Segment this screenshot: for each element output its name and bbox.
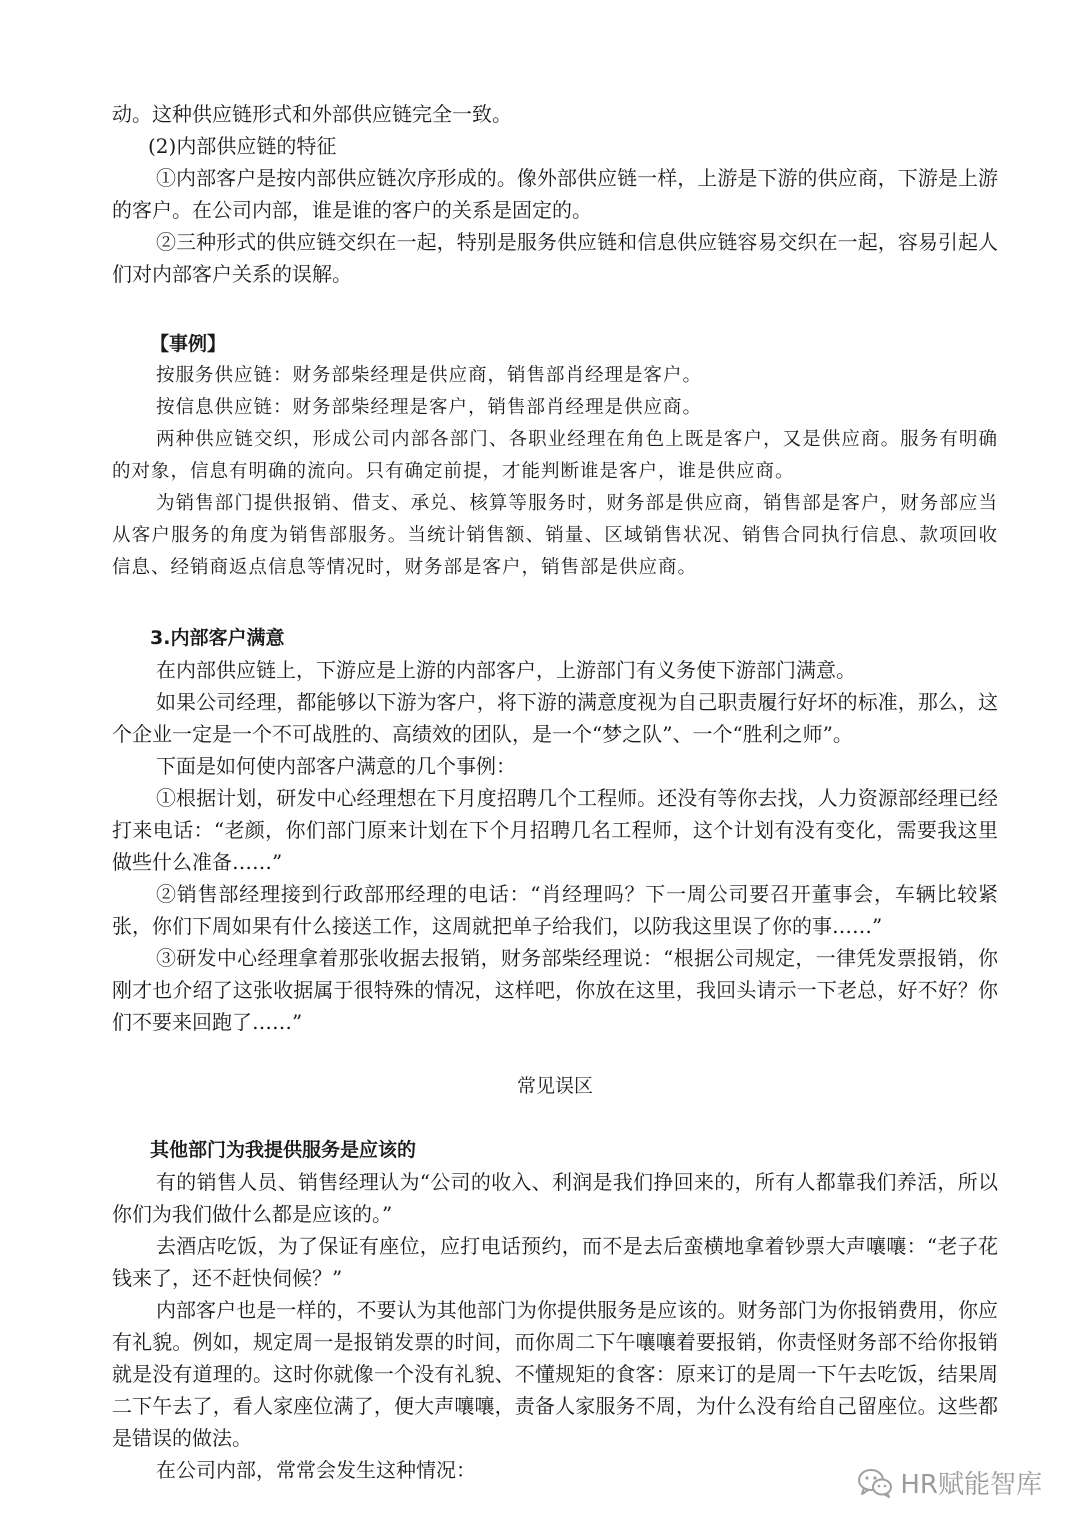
- section-heading: 3.内部客户满意: [150, 627, 285, 649]
- watermark-text: HR赋能智库: [900, 1470, 1042, 1500]
- section-paragraph: 在内部供应链上，下游应是上游的内部客户，上游部门有义务使下游部门满意。: [156, 658, 856, 682]
- misconception-paragraph: 有的销售人员、销售经理认为“公司的收入、利润是我们挣回来的，所有人都靠我们养活，所以你们为我们做什么都是应该的。”: [112, 1170, 998, 1226]
- section-paragraph: ②销售部经理接到行政部邢经理的电话：“肖经理吗？下一周公司要召开董事会，车辆比较紧张，你们下周如果有什么接送工作，这周就把单子给我们，以防我这里误了你的事……”: [112, 882, 998, 938]
- section-paragraph: 如果公司经理，都能够以下游为客户，将下游的满意度视为自己职责履行好坏的标准，那么，这个企业一定是一个不可战胜的、高绩效的团队，是一个“梦之队”、一个“胜利之师”。: [112, 690, 998, 746]
- misconception-paragraph: 在公司内部，常常会发生这种情况：: [156, 1458, 476, 1482]
- example-line: 按信息供应链：财务部柴经理是客户，销售部肖经理是供应商。: [156, 397, 703, 418]
- misconception-heading: 其他部门为我提供服务是应该的: [150, 1139, 417, 1161]
- section-misconceptions: [112, 1134, 998, 1486]
- section-internal-customer-satisfaction: [112, 622, 998, 1038]
- misconception-paragraph: 去酒店吃饭，为了保证有座位，应打电话预约，而不是去后蛮横地拿着钞票大声嚷嚷：“老子花钱来了，还不赶快伺候？”: [112, 1234, 998, 1290]
- watermark: [858, 1464, 1042, 1501]
- example-block: [112, 328, 998, 584]
- subsection-title: (2)内部供应链的特征: [148, 134, 337, 158]
- section-paragraph: ①根据计划，研发中心经理想在下月度招聘几个工程师。还没有等你去找，人力资源部经理已经打来电话：“老颜，你们部门原来计划在下个月招聘几名工程师，这个计划有没有变化，需要我这里做些什么准备……”: [112, 786, 998, 874]
- misconception-paragraph: 内部客户也是一样的，不要认为其他部门为你提供服务是应该的。财务部门为你报销费用，你应有礼貌。例如，规定周一是报销发票的时间，而你周二下午嚷嚷着要报销，你责怪财务部不给你报销就是没有道理的。这时你就像一个没有礼貌、不懂规矩的食客：原来订的是周一下午去吃饭，结果周二下午去了，看人家座位满了，便大声嚷嚷，责备人家服务不周，为什么没有给自己留座位。这些都是错误的做法。: [112, 1298, 998, 1450]
- section-paragraph: 下面是如何使内部客户满意的几个事例：: [156, 754, 516, 778]
- document-body: [112, 98, 998, 1486]
- example-line: 两种供应链交织，形成公司内部各部门、各职业经理在角色上既是客户，又是供应商。服务有明确的对象，信息有明确的流向。只有确定前提，才能判断谁是客户，谁是供应商。: [112, 429, 998, 482]
- wechat-icon: [858, 1468, 892, 1498]
- misconceptions-title: 常见误区: [516, 1075, 593, 1097]
- example-line: 为销售部门提供报销、借支、承兑、核算等服务时，财务部是供应商，销售部是客户，财务部应当从客户服务的角度为销售部服务。当统计销售额、销量、区域销售状况、销售合同执行信息、款项回收信息、经销商返点信息等情况时，财务部是客户，销售部是供应商。: [112, 493, 998, 578]
- section-paragraph: ③研发中心经理拿着那张收据去报销，财务部柴经理说：“根据公司规定，一律凭发票报销，你刚才也介绍了这张收据属于很特殊的情况，这样吧，你放在这里，我回头请示一下老总，好不好？你们不要来回跑了……”: [112, 946, 998, 1034]
- example-heading: 【事例】: [150, 333, 227, 355]
- paragraph-continuation: 动。这种供应链形式和外部供应链完全一致。: [112, 102, 512, 126]
- paragraph-feature-2: ②三种形式的供应链交织在一起，特别是服务供应链和信息供应链容易交织在一起，容易引起人们对内部客户关系的误解。: [112, 230, 998, 286]
- example-line: 按服务供应链：财务部柴经理是供应商，销售部肖经理是客户。: [156, 365, 703, 386]
- paragraph-feature-1: ①内部客户是按内部供应链次序形成的。像外部供应链一样，上游是下游的供应商，下游是上游的客户。在公司内部，谁是谁的客户的关系是固定的。: [112, 166, 998, 222]
